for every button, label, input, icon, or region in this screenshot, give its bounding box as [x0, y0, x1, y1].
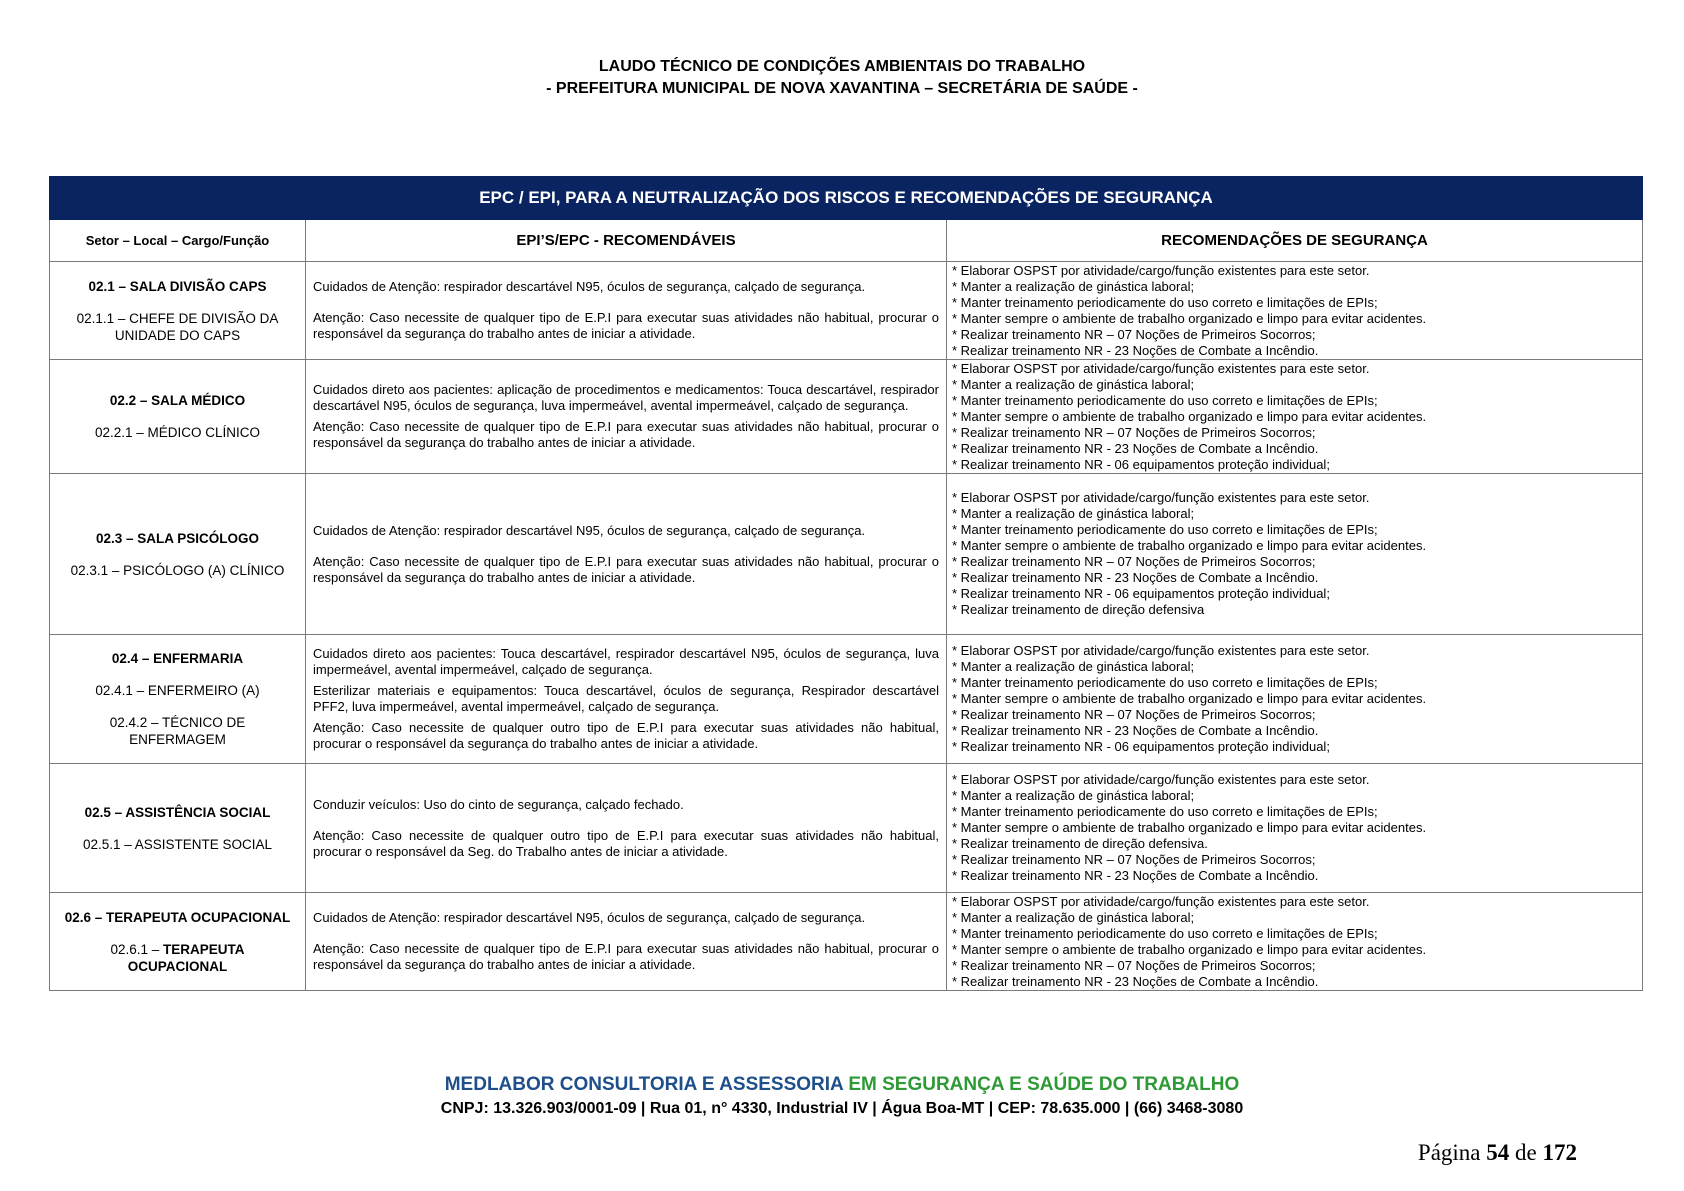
page-label: Página	[1417, 1140, 1487, 1165]
role-name: 02.1.1 – CHEFE DE DIVISÃO DA UNIDADE DO CAPS	[76, 310, 279, 343]
recommendation-item: * Manter a realização de ginástica laboral;	[952, 909, 1195, 925]
recommendation-item: * Manter sempre o ambiente de trabalho organizado e limpo para evitar acidentes.	[952, 538, 1427, 553]
company-contact: CNPJ: 13.326.903/0001-09 | Rua 01, n° 4330, Industrial IV | Água Boa-MT | CEP: 78.635.000 | (66) 3468-3080	[440, 1100, 1244, 1117]
table-title: EPC / EPI, PARA A NEUTRALIZAÇÃO DOS RISCOS E RECOMENDAÇÕES DE SEGURANÇA	[50, 177, 1643, 220]
sector-name: 02.1 – SALA DIVISÃO CAPS	[88, 278, 267, 294]
role-name: 02.5.1 – ASSISTENTE SOCIAL	[82, 836, 273, 852]
role-name	[54, 941, 301, 975]
page-of: de	[1509, 1140, 1543, 1165]
epi-cell	[306, 893, 947, 991]
recommendation-item: * Realizar treinamento NR – 07 Noções de Primeiros Socorros;	[952, 554, 1316, 569]
recommendations-cell	[947, 360, 1643, 474]
recommendation-item: * Elaborar OSPST por atividade/cargo/função existentes para este setor.	[952, 893, 1370, 909]
epi-cell	[306, 262, 947, 360]
epi-text: Atenção: Caso necessite de qualquer outro tipo de E.P.I para executar suas atividades não habitual, procurar o responsável da Seg. do Trabalho antes de iniciar a atividade.	[313, 827, 939, 859]
document-footer	[0, 1073, 1684, 1120]
table-row	[50, 764, 1643, 893]
epi-text: Atenção: Caso necessite de qualquer outro tipo de E.P.I para executar suas atividades não habitual, procurar o responsável da segurança do trabalho antes de iniciar a atividade.	[313, 720, 939, 751]
epi-text: Atenção: Caso necessite de qualquer tipo de E.P.I para executar suas atividades não habitual, procurar o responsável da segurança do trabalho antes de iniciar a atividade.	[313, 419, 939, 450]
document-title: LAUDO TÉCNICO DE CONDIÇÕES AMBIENTAIS DO TRABALHO	[598, 58, 1086, 75]
epi-text: Cuidados de Atenção: respirador descartável N95, óculos de segurança, calçado de segurança.	[313, 910, 866, 925]
recommendation-item: * Manter treinamento periodicamente do uso correto e limitações de EPIs;	[952, 392, 1378, 408]
sector-cell	[50, 635, 306, 764]
sector-name: 02.5 – ASSISTÊNCIA SOCIAL	[84, 804, 271, 820]
recommendation-item: * Realizar treinamento NR - 06 equipamentos proteção individual;	[952, 739, 1330, 754]
recommendation-item: * Manter treinamento periodicamente do uso correto e limitações de EPIs;	[952, 294, 1378, 310]
sector-name	[54, 909, 301, 926]
epi-cell	[306, 635, 947, 764]
recommendation-item: * Elaborar OSPST por atividade/cargo/função existentes para este setor.	[952, 643, 1370, 658]
table-row	[50, 474, 1643, 635]
recommendation-item: * Manter a realização de ginástica laboral;	[952, 506, 1195, 521]
column-header-sector: Setor – Local – Cargo/Função	[50, 220, 306, 262]
recommendation-item: * Realizar treinamento NR - 23 Noções de Combate a Incêndio.	[952, 973, 1319, 989]
recommendation-item: * Realizar treinamento NR – 07 Noções de Primeiros Socorros;	[952, 852, 1316, 867]
page-total: 172	[1542, 1140, 1577, 1165]
epi-text: Atenção: Caso necessite de qualquer tipo de E.P.I para executar suas atividades não habitual, procurar o responsável da segurança do trabalho antes de iniciar a atividade.	[313, 941, 939, 972]
recommendation-item: * Realizar treinamento NR - 06 equipamentos proteção individual;	[952, 586, 1330, 601]
epi-cell	[306, 764, 947, 893]
recommendation-item: * Manter sempre o ambiente de trabalho organizado e limpo para evitar acidentes.	[952, 941, 1427, 957]
recommendation-item: * Realizar treinamento NR – 07 Noções de Primeiros Socorros;	[952, 707, 1316, 722]
recommendation-item: * Elaborar OSPST por atividade/cargo/função existentes para este setor.	[952, 772, 1370, 787]
table-row	[50, 893, 1643, 991]
epi-text: Cuidados direto aos pacientes: Touca descartável, respirador descartável N95, óculos de segurança, luva impermeável, avental impermeável, calçado de segurança.	[313, 646, 939, 677]
recommendation-item: * Realizar treinamento NR – 07 Noções de Primeiros Socorros;	[952, 957, 1316, 973]
epi-text: Conduzir veículos: Uso do cinto de segurança, calçado fechado.	[313, 796, 684, 812]
sector-cell	[50, 764, 306, 893]
recommendations-cell	[947, 262, 1643, 360]
recommendation-item: * Realizar treinamento NR - 23 Noções de Combate a Incêndio.	[952, 868, 1319, 883]
company-name	[0, 1073, 1684, 1097]
recommendation-item: * Manter a realização de ginástica laboral;	[952, 788, 1195, 803]
sector-cell	[50, 262, 306, 360]
epi-cell	[306, 360, 947, 474]
role-name: 02.2.1 – MÉDICO CLÍNICO	[94, 425, 261, 440]
recommendation-item: * Manter sempre o ambiente de trabalho organizado e limpo para evitar acidentes.	[952, 820, 1427, 835]
epi-text: Atenção: Caso necessite de qualquer tipo de E.P.I para executar suas atividades não habitual, procurar o responsável da segurança do trabalho antes de iniciar a atividade.	[313, 553, 939, 585]
recommendations-cell	[947, 893, 1643, 991]
recommendation-item: * Manter treinamento periodicamente do uso correto e limitações de EPIs;	[952, 522, 1378, 537]
epi-cell	[306, 474, 947, 635]
recommendation-item: * Manter sempre o ambiente de trabalho organizado e limpo para evitar acidentes.	[952, 310, 1427, 326]
sector-cell	[50, 474, 306, 635]
recommendations-cell	[947, 764, 1643, 893]
role-name: 02.3.1 – PSICÓLOGO (A) CLÍNICO	[70, 562, 285, 578]
epi-text: Esterilizar materiais e equipamentos: Touca descartável, óculos de segurança, Respirador descartável PFF2, luva impermeável, avental impermeável, calçado de segurança.	[313, 683, 939, 714]
sector-name: 02.3 – SALA PSICÓLOGO	[95, 530, 260, 546]
recommendation-item: * Manter treinamento periodicamente do uso correto e limitações de EPIs;	[952, 925, 1378, 941]
recommendation-item: * Realizar treinamento de direção defensiva	[952, 602, 1205, 617]
recommendation-item: * Manter a realização de ginástica laboral;	[952, 376, 1195, 392]
column-header-recommendations: RECOMENDAÇÕES DE SEGURANÇA	[947, 220, 1643, 262]
recommendation-item: * Elaborar OSPST por atividade/cargo/função existentes para este setor.	[952, 490, 1370, 505]
company-name-blue: MEDLABOR CONSULTORIA E ASSESSORIA	[444, 1074, 844, 1095]
recommendation-item: * Manter a realização de ginástica laboral;	[952, 278, 1195, 294]
recommendation-item: * Manter treinamento periodicamente do uso correto e limitações de EPIs;	[952, 804, 1378, 819]
table-row	[50, 262, 1643, 360]
table-row	[50, 635, 1643, 764]
column-header-epi: EPI’S/EPC - RECOMENDÁVEIS	[306, 220, 947, 262]
recommendation-item: * Realizar treinamento NR - 23 Noções de Combate a Incêndio.	[952, 723, 1319, 738]
recommendation-item: * Manter sempre o ambiente de trabalho organizado e limpo para evitar acidentes.	[952, 408, 1427, 424]
page-number	[1418, 1140, 1577, 1166]
page-current: 54	[1486, 1140, 1510, 1165]
recommendations-cell	[947, 474, 1643, 635]
role-name: 02.4.2 – TÉCNICO DE ENFERMAGEM	[109, 715, 246, 747]
recommendation-item: * Realizar treinamento NR - 06 equipamentos proteção individual;	[952, 456, 1330, 472]
recommendation-item: * Realizar treinamento NR - 23 Noções de Combate a Incêndio.	[952, 440, 1319, 456]
recommendation-item: * Manter a realização de ginástica laboral;	[952, 659, 1195, 674]
company-name-green: EM SEGURANÇA E SAÚDE DO TRABALHO	[843, 1074, 1240, 1095]
recommendation-item: * Realizar treinamento NR - 23 Noções de Combate a Incêndio.	[952, 570, 1319, 585]
recommendation-item: * Realizar treinamento de direção defensiva.	[952, 836, 1208, 851]
sector-name: 02.4 – ENFERMARIA	[111, 651, 244, 666]
recommendation-item: * Realizar treinamento NR – 07 Noções de Primeiros Socorros;	[952, 424, 1316, 440]
sector-title: – TERAPEUTA OCUPACIONAL	[91, 909, 291, 925]
epi-recommendations-table	[49, 176, 1643, 991]
epi-text: Cuidados de Atenção: respirador descartável N95, óculos de segurança, calçado de segurança.	[313, 279, 866, 294]
sector-cell	[50, 360, 306, 474]
recommendation-item: * Manter treinamento periodicamente do uso correto e limitações de EPIs;	[952, 675, 1378, 690]
document-header	[0, 56, 1684, 100]
sector-name: 02.2 – SALA MÉDICO	[109, 393, 246, 408]
recommendation-item: * Manter sempre o ambiente de trabalho organizado e limpo para evitar acidentes.	[952, 691, 1427, 706]
document-subtitle: - PREFEITURA MUNICIPAL DE NOVA XAVANTINA – SECRETÁRIA DE SAÚDE -	[546, 80, 1138, 97]
sector-cell	[50, 893, 306, 991]
recommendation-item: * Elaborar OSPST por atividade/cargo/função existentes para este setor.	[952, 360, 1370, 376]
recommendation-item: * Realizar treinamento NR - 23 Noções de Combate a Incêndio.	[952, 342, 1319, 358]
role-number: 02.6.1 –	[110, 941, 164, 957]
sector-number: 02.6	[64, 909, 91, 925]
recommendations-cell	[947, 635, 1643, 764]
table-row	[50, 360, 1643, 474]
recommendation-item: * Realizar treinamento NR – 07 Noções de Primeiros Socorros;	[952, 326, 1316, 342]
recommendation-item: * Elaborar OSPST por atividade/cargo/função existentes para este setor.	[952, 262, 1370, 278]
role-title: TERAPEUTA OCUPACIONAL	[127, 941, 245, 974]
role-name: 02.4.1 – ENFERMEIRO (A)	[95, 683, 260, 698]
epi-text: Cuidados direto aos pacientes: aplicação de procedimentos e medicamentos: Touca descartável, respirador descartável N95, óculos de segurança, luva impermeável, avental impermeável, calçado de segurança.	[313, 382, 939, 413]
epi-text: Cuidados de Atenção: respirador descartável N95, óculos de segurança, calçado de segurança.	[313, 522, 866, 538]
epi-text: Atenção: Caso necessite de qualquer tipo de E.P.I para executar suas atividades não habitual, procurar o responsável da segurança do trabalho antes de iniciar a atividade.	[313, 310, 939, 341]
